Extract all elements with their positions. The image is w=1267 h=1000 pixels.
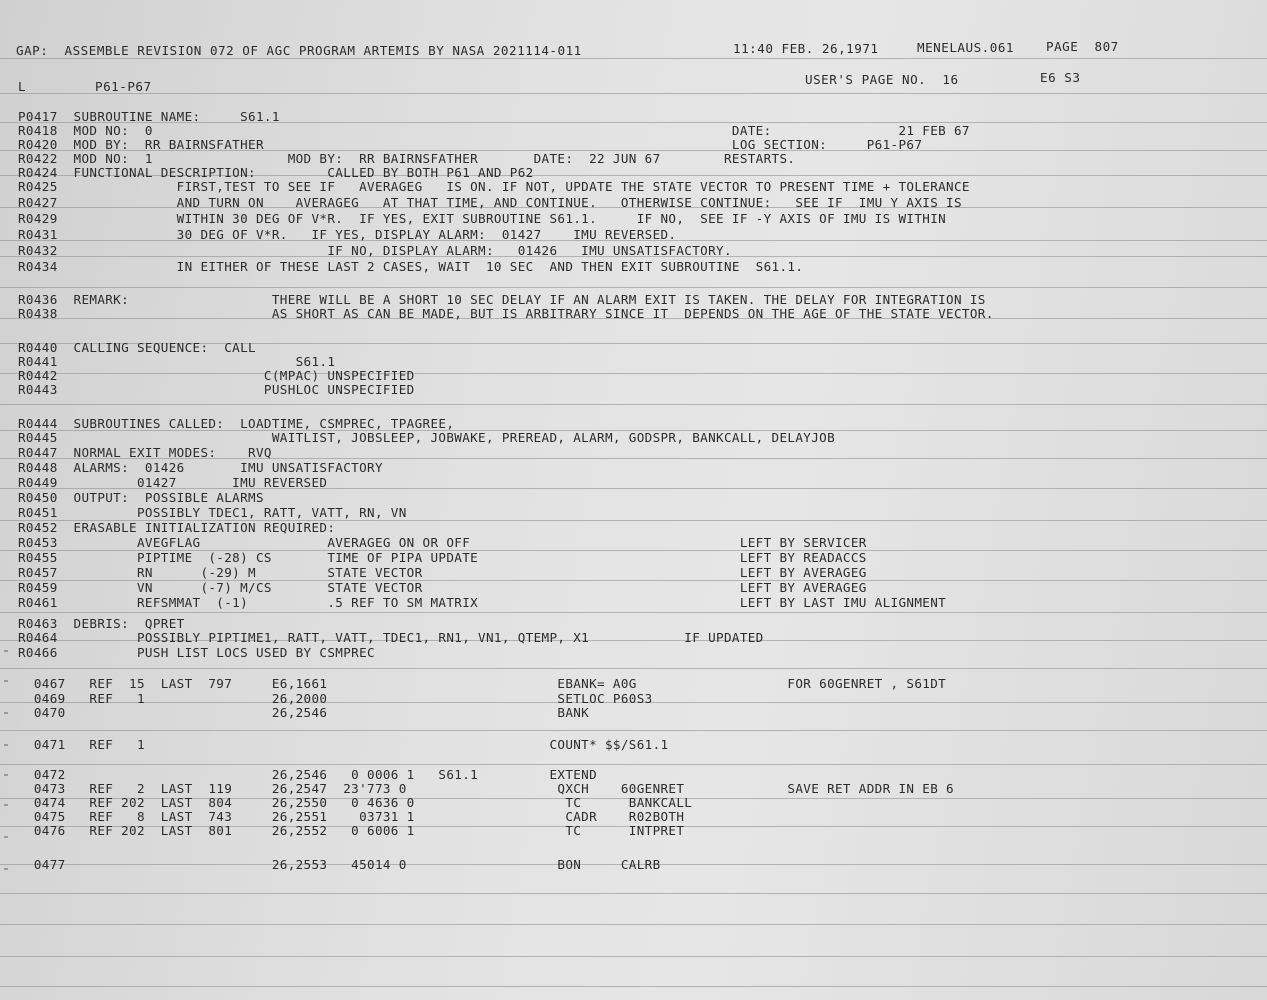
margin-tick <box>4 744 8 746</box>
listing-line: 0474 REF 202 LAST 804 26,2550 0 4636 0 TC BANKCALL <box>18 795 693 810</box>
print-timestamp: 11:40 FEB. 26,1971 <box>733 41 879 56</box>
listing-line: R0464 POSSIBLY PIPTIME1, RATT, VATT, TDEC1, RN1, VN1, QTEMP, X1 IF UPDATED <box>18 630 764 645</box>
listing-line: R0436 REMARK: THERE WILL BE A SHORT 10 SEC DELAY IF AN ALARM EXIT IS TAKEN. THE DELAY FOR INTEGRATION IS <box>18 292 986 307</box>
listing-line: R0443 PUSHLOC UNSPECIFIED <box>18 382 415 397</box>
listing-line: R0442 C(MPAC) UNSPECIFIED <box>18 368 415 383</box>
listing-line: R0448 ALARMS: 01426 IMU UNSATISFACTORY <box>18 460 383 475</box>
bank-label: E6 S3 <box>1040 70 1081 85</box>
page-number: PAGE 807 <box>1046 39 1119 54</box>
listing-line: R0440 CALLING SEQUENCE: CALL <box>18 340 256 355</box>
margin-tick <box>4 650 8 652</box>
source-name: MENELAUS.061 <box>917 40 1014 55</box>
listing-line: R0424 FUNCTIONAL DESCRIPTION: CALLED BY BOTH P61 AND P62 <box>18 165 534 180</box>
margin-tick <box>4 680 8 682</box>
listing-line: 0471 REF 1 COUNT* $$/S61.1 <box>18 737 669 752</box>
listing-line: R0431 30 DEG OF V*R. IF YES, DISPLAY ALARM: 01427 IMU REVERSED. <box>18 227 677 242</box>
paper-rule <box>0 730 1267 731</box>
paper-rule <box>0 58 1267 59</box>
margin-tick <box>4 712 8 714</box>
paper-rule <box>0 668 1267 669</box>
paper-rule <box>0 956 1267 957</box>
margin-tick <box>4 836 8 838</box>
listing-line: 0467 REF 15 LAST 797 E6,1661 EBANK= A0G FOR 60GENRET , S61DT <box>18 676 947 691</box>
listing-line: R0449 01427 IMU REVERSED <box>18 475 328 490</box>
paper-rule <box>0 986 1267 987</box>
listing-line: R0441 S61.1 <box>18 354 336 369</box>
paper-rule <box>0 612 1267 613</box>
paper-rule <box>0 287 1267 288</box>
listing-line: R0457 RN (-29) M STATE VECTOR LEFT BY AVERAGEG <box>18 565 867 580</box>
listing-line: R0438 AS SHORT AS CAN BE MADE, BUT IS ARBITRARY SINCE IT DEPENDS ON THE AGE OF THE STATE VECTOR. <box>18 306 994 321</box>
margin-tick <box>4 868 8 870</box>
listing-line: R0452 ERASABLE INITIALIZATION REQUIRED: <box>18 520 336 535</box>
assembly-title: GAP: ASSEMBLE REVISION 072 OF AGC PROGRAM ARTEMIS BY NASA 2021114-011 <box>16 43 582 58</box>
paper-rule <box>0 93 1267 94</box>
listing-line: 0475 REF 8 LAST 743 26,2551 03731 1 CADR R02BOTH <box>18 809 685 824</box>
listing-line: R0459 VN (-7) M/CS STATE VECTOR LEFT BY AVERAGEG <box>18 580 867 595</box>
listing-line: 0470 26,2546 BANK <box>18 705 590 720</box>
listing-line: R0451 POSSIBLY TDEC1, RATT, VATT, RN, VN <box>18 505 407 520</box>
listing-line: R0444 SUBROUTINES CALLED: LOADTIME, CSMPREC, TPAGREE, <box>18 416 455 431</box>
listing-line: R0418 MOD NO: 0 DATE: 21 FEB 67 <box>18 123 970 138</box>
section-name: P61-P67 <box>95 79 152 94</box>
listing-line: P0417 SUBROUTINE NAME: S61.1 <box>18 109 280 124</box>
listing-line: 0472 26,2546 0 0006 1 S61.1 EXTEND <box>18 767 598 782</box>
listing-line: R0466 PUSH LIST LOCS USED BY CSMPREC <box>18 645 375 660</box>
margin-tick <box>4 774 8 776</box>
listing-line: R0463 DEBRIS: QPRET <box>18 616 185 631</box>
listing-line: R0429 WITHIN 30 DEG OF V*R. IF YES, EXIT SUBROUTINE S61.1. IF NO, SEE IF -Y AXIS OF IMU IS WITHIN <box>18 211 947 226</box>
paper-rule <box>0 764 1267 765</box>
user-page-number: USER'S PAGE NO. 16 <box>805 72 959 87</box>
listing-line: 0473 REF 2 LAST 119 26,2547 23'773 0 QXCH 60GENRET SAVE RET ADDR IN EB 6 <box>18 781 954 796</box>
listing-line: R0422 MOD NO: 1 MOD BY: RR BAIRNSFATHER DATE: 22 JUN 67 RESTARTS. <box>18 151 796 166</box>
margin-tick <box>4 804 8 806</box>
section-letter: L <box>18 79 27 94</box>
listing-line: R0455 PIPTIME (-28) CS TIME OF PIPA UPDATE LEFT BY READACCS <box>18 550 867 565</box>
listing-line: R0447 NORMAL EXIT MODES: RVQ <box>18 445 272 460</box>
listing-line: 0477 26,2553 45014 0 BON CALRB <box>18 857 661 872</box>
listing-line: R0427 AND TURN ON AVERAGEG AT THAT TIME, AND CONTINUE. OTHERWISE CONTINUE: SEE IF IMU Y AXIS IS <box>18 195 962 210</box>
listing-line: R0461 REFSMMAT (-1) .5 REF TO SM MATRIX LEFT BY LAST IMU ALIGNMENT <box>18 595 947 610</box>
listing-line: 0469 REF 1 26,2000 SETLOC P60S3 <box>18 691 653 706</box>
listing-line: R0434 IN EITHER OF THESE LAST 2 CASES, WAIT 10 SEC AND THEN EXIT SUBROUTINE S61.1. <box>18 259 804 274</box>
listing-line: R0450 OUTPUT: POSSIBLE ALARMS <box>18 490 264 505</box>
paper-rule <box>0 404 1267 405</box>
listing-line: R0445 WAITLIST, JOBSLEEP, JOBWAKE, PREREAD, ALARM, GODSPR, BANKCALL, DELAYJOB <box>18 430 836 445</box>
listing-line: R0425 FIRST,TEST TO SEE IF AVERAGEG IS ON. IF NOT, UPDATE THE STATE VECTOR TO PRESENT TIME + TOLERANCE <box>18 179 970 194</box>
listing-line: R0420 MOD BY: RR BAIRNSFATHER LOG SECTION: P61-P67 <box>18 137 923 152</box>
paper-rule <box>0 893 1267 894</box>
listing-line: R0453 AVEGFLAG AVERAGEG ON OR OFF LEFT BY SERVICER <box>18 535 867 550</box>
listing-line: R0432 IF NO, DISPLAY ALARM: 01426 IMU UNSATISFACTORY. <box>18 243 732 258</box>
paper-rule <box>0 924 1267 925</box>
listing-line: 0476 REF 202 LAST 801 26,2552 0 6006 1 TC INTPRET <box>18 823 685 838</box>
